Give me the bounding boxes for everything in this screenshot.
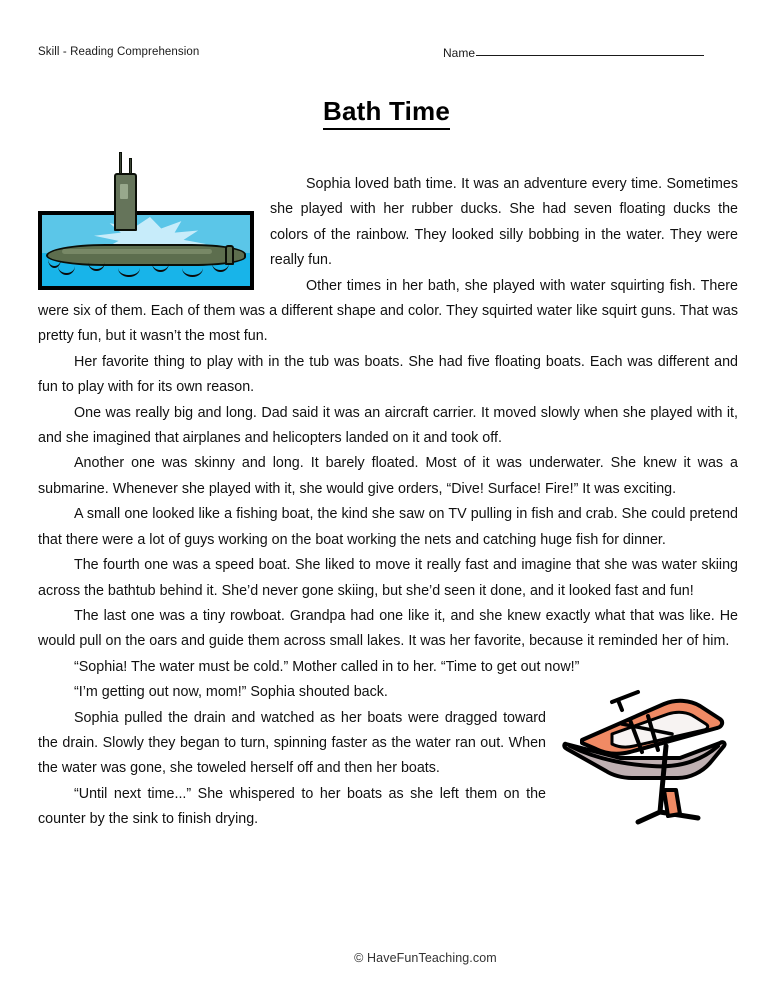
submarine-image-frame (38, 211, 254, 290)
passage-paragraph: “Until next time...” She whispered to her boats as she left them on the counter by the sink to finish drying. (38, 785, 546, 828)
submarine-figure (38, 190, 254, 290)
skill-label: Skill - Reading Comprehension (38, 46, 200, 58)
submarine-buoy (225, 245, 234, 265)
footer (0, 951, 773, 965)
passage-paragraph: Sophia pulled the drain and watched as her boats were dragged toward the drain. Slowly they began to turn, spinning faster as the water ran out. When the water was gone, she toweled herself off and then her boats. (38, 709, 546, 777)
submarine-hull-highlight (62, 249, 212, 254)
rowboat-icon (560, 686, 738, 836)
passage-paragraph: Other times in her bath, she played with water squirting fish. There were six of them. Each of them was a different shape and color. They squirted water like squirt guns. That was pretty fun, but it wasn’t the most fun. (38, 277, 738, 345)
passage-paragraph: A small one looked like a fishing boat, the kind she saw on TV pulling in fish and crab. She could pretend that there were a lot of guys working on the boat working the nets and catching huge fish for dinner. (38, 506, 738, 548)
name-label: Name (443, 46, 476, 60)
reading-passage (38, 172, 738, 836)
passage-paragraph: Another one was skinny and long. It barely floated. Most of it was underwater. She knew it was a submarine. Whenever she played with it, she would give orders, “Dive! Surface! Fire!” It was exciting. (38, 455, 738, 497)
name-field-group[interactable] (443, 46, 704, 60)
passage-paragraph: The fourth one was a speed boat. She liked to move it really fast and imagine that she was water skiing across the bathtub behind it. She’d never gone skiing, but she’d seen it done, and it looked fast and fun! (38, 557, 738, 599)
copyright-text: © HaveFunTeaching.com (354, 951, 497, 965)
passage-paragraph: “Sophia! The water must be cold.” Mother called in to her. “Time to get out now!” (74, 658, 580, 675)
rowboat-figure (560, 686, 738, 836)
passage-paragraph: Sophia loved bath time. It was an adventure every time. Sometimes she played with her rubber ducks. She had seven floating ducks the colors of the rainbow. They looked silly bobbing in the water. They were really fun. (270, 176, 738, 269)
passage-paragraph: “I’m getting out now, mom!” Sophia shouted back. (74, 684, 388, 701)
passage-paragraph: Her favorite thing to play with in the tub was boats. She had five floating boats. Each was different and fun to play with for its own reason. (38, 353, 738, 396)
page-title (0, 96, 773, 127)
worksheet-header (38, 46, 735, 66)
passage-paragraph: One was really big and long. Dad said it was an aircraft carrier. It moved slowly when she played with it, and she imagined that airplanes and helicopters landed on it and took off. (38, 404, 738, 447)
submarine-tower-panel (120, 184, 128, 199)
submarine-conning-tower (114, 173, 137, 231)
page-title-text: Bath Time (323, 96, 450, 130)
name-input-line[interactable] (476, 55, 704, 56)
passage-paragraph: The last one was a tiny rowboat. Grandpa had one like it, and she knew exactly what that was like. He would pull on the oars and guide them across small lakes. It was her favorite, because it reminded her of him. (38, 607, 738, 650)
